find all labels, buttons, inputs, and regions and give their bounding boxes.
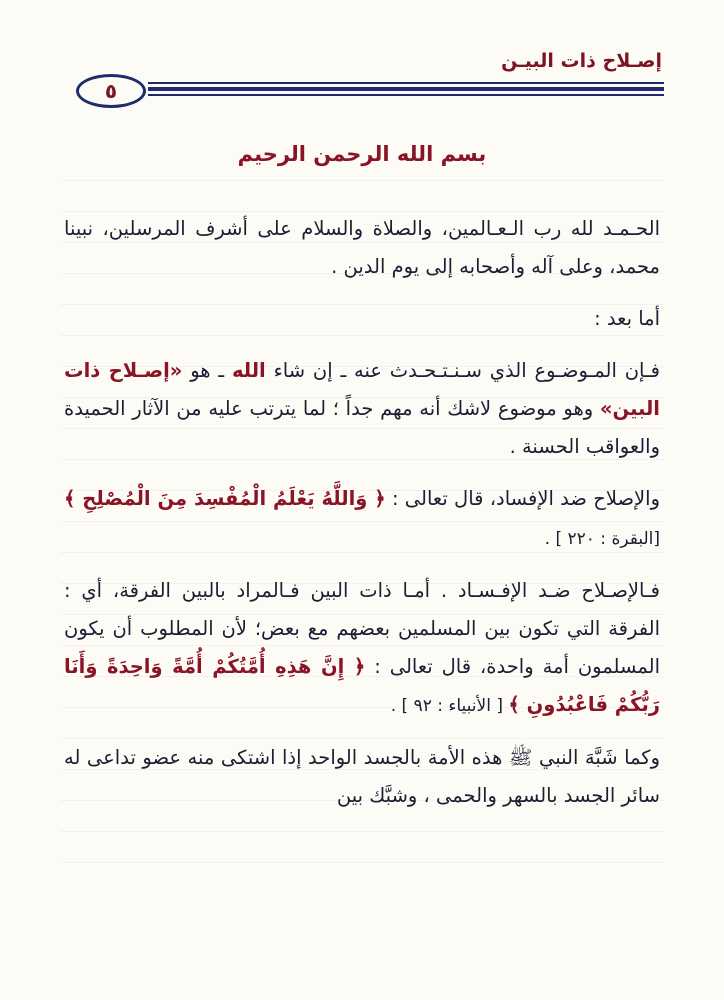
paragraph-islah-definition <box>64 480 660 558</box>
paragraph-dhat-al-bayn-text: فـالإصـلاح ضـد الإفـسـاد . أمـا ذات البين فـالمراد بالبين الفرقة، أي : الفرقة التي تكون بين المسلمين بعضهم مع بعض؛ لأن المطلوب أن يكون المسلمون أمة واحدة، قال تعالى : <box>64 579 660 678</box>
paragraph-topic <box>64 352 660 466</box>
verse-reference-baqarah: [البقرة : ٢٢٠ ] . <box>544 529 660 549</box>
quran-verse-anbiya: ﴿ إِنَّ هَذِهِ أُمَّتُكُمْ أُمَّةً وَاحِدَةً وَأَنَا رَبُّكُمْ فَاعْبُدُونِ ﴾ <box>64 655 660 716</box>
paragraph-topic-text-2: ـ هو <box>182 359 232 382</box>
divine-name: الله <box>231 359 266 382</box>
paragraph-amma-baad: أما بعد : <box>594 307 660 330</box>
header-rule-line-1 <box>148 82 664 84</box>
header-rule-line-3 <box>148 94 664 96</box>
header-rule-line-2 <box>148 87 664 91</box>
running-header-title: إصـلاح ذات البيـن <box>501 50 662 72</box>
paragraph-dhat-al-bayn <box>64 572 660 725</box>
basmala-heading: بسم الله الرحمن الرحيم <box>237 142 487 166</box>
header-rule <box>148 82 664 98</box>
page-number: ٥ <box>104 79 118 103</box>
topic-title: «إصـلاح ذات البين» <box>64 359 660 420</box>
quran-verse-baqarah: ﴿ وَاللَّهُ يَعْلَمُ الْمُفْسِدَ مِنَ الْمُصْلِحِ ﴾ <box>64 487 386 510</box>
paragraph-topic-text-1: فـإن المـوضـوع الذي سـنـتـحـدث عنه ـ إن شاء <box>265 359 660 382</box>
paragraph-topic-text-3: وهو موضوع لاشك أنه مهم جداً ؛ لما يترتب عليه من الآثار الحميدة والعواقب الحسنة . <box>64 397 660 458</box>
page-number-badge <box>76 74 146 108</box>
paragraph-body-simile: وكما شَبَّهَ النبي ﷺ هذه الأمة بالجسد الواحد إذا اشتكى منه عضو تداعى له سائر الجسد بالسهر والحمى ، وشبَّك بين <box>64 746 660 807</box>
paragraph-opening: الحـمـد لله رب الـعـالمين، والصلاة والسلام على أشرف المرسلين، نبينا محمد، وعلى آله وأصحابه إلى يوم الدين . <box>64 217 660 278</box>
verse-reference-anbiya: [ الأنبياء : ٩٢ ] . <box>390 696 509 716</box>
main-text <box>64 210 660 829</box>
paragraph-islah-text: والإصلاح ضد الإفساد، قال تعالى : <box>385 487 660 510</box>
